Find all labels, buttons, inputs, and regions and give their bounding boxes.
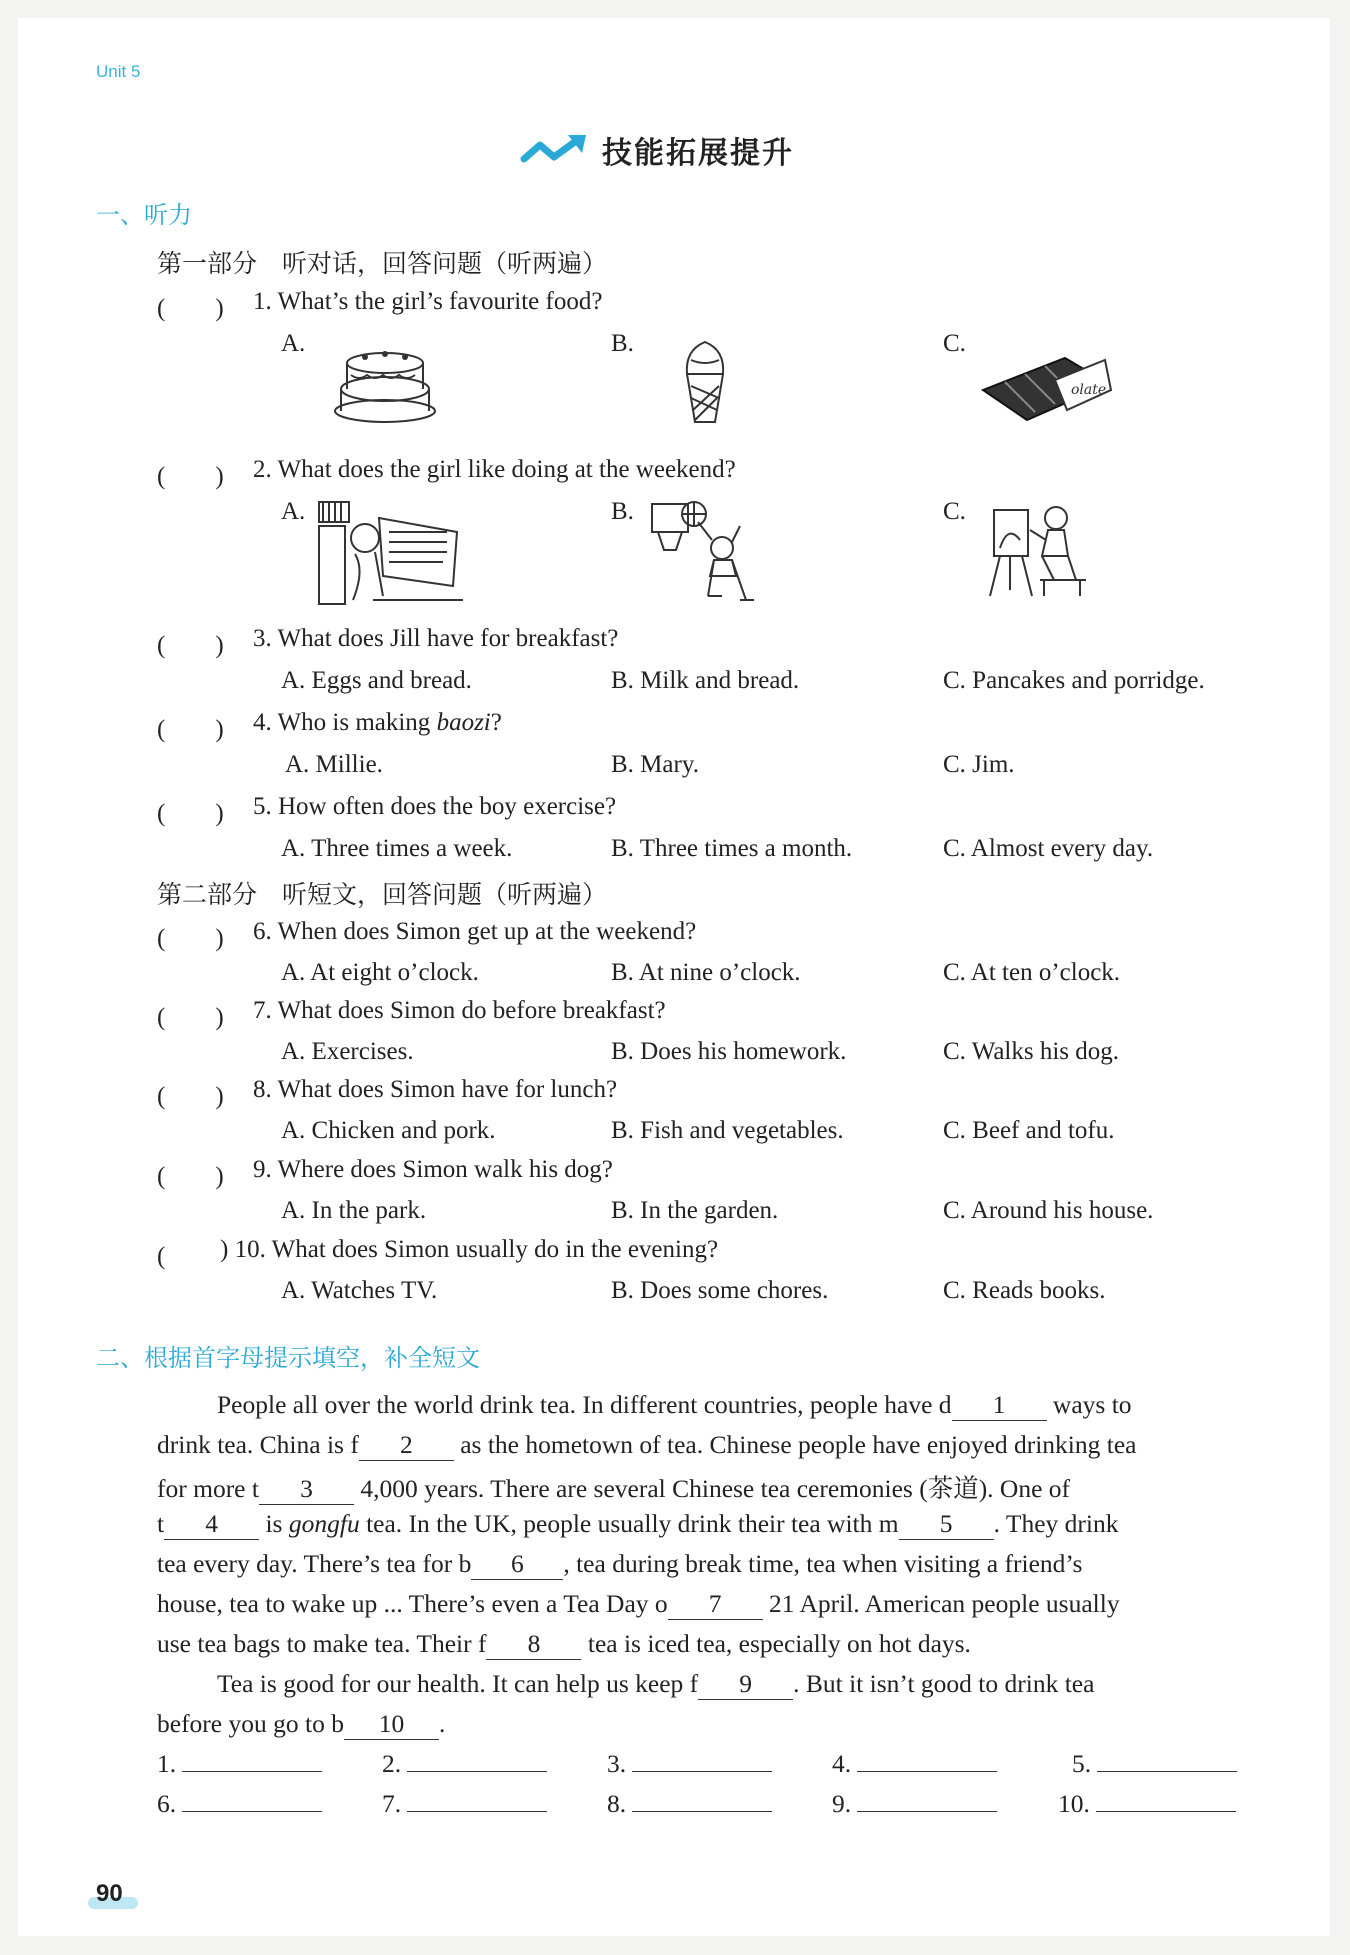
blank-4[interactable]: 4 bbox=[164, 1509, 259, 1540]
question-10: ) 10. What does Simon usually do in the evening? bbox=[220, 1236, 719, 1263]
blank-7[interactable]: 7 bbox=[668, 1589, 763, 1620]
ice-cream-icon bbox=[677, 336, 733, 426]
answer-2: 2. bbox=[382, 1749, 547, 1779]
q8-option-a: A. Chicken and pork. bbox=[281, 1117, 496, 1144]
answer-paren[interactable]: ( ) bbox=[157, 716, 224, 743]
answer-3: 3. bbox=[607, 1749, 772, 1779]
q1-option-b: B. bbox=[611, 330, 634, 357]
q2-option-a: A. bbox=[281, 498, 306, 525]
q5-option-b: B. Three times a month. bbox=[611, 835, 853, 862]
question-7: 7. What does Simon do before breakfast? bbox=[253, 997, 666, 1024]
q7-option-c: C. Walks his dog. bbox=[943, 1038, 1120, 1065]
blank-10[interactable]: 10 bbox=[344, 1709, 439, 1740]
basketball-icon bbox=[648, 496, 778, 606]
q4-option-c: C. Jim. bbox=[943, 751, 1015, 778]
passage-line-9: before you go to b 10 . bbox=[157, 1709, 446, 1738]
reading-newspaper-icon bbox=[313, 496, 473, 606]
q7-option-a: A. Exercises. bbox=[281, 1038, 414, 1065]
question-3: 3. What does Jill have for breakfast? bbox=[253, 625, 619, 652]
unit-label: Unit 5 bbox=[96, 62, 141, 81]
section-heading-listening: 一、听力 bbox=[96, 201, 192, 229]
answer-8-line[interactable] bbox=[632, 1811, 772, 1812]
answer-4: 4. bbox=[832, 1749, 997, 1779]
question-4: 4. Who is making baozi? bbox=[253, 709, 502, 736]
blank-2[interactable]: 2 bbox=[359, 1430, 454, 1461]
q3-option-b: B. Milk and bread. bbox=[611, 667, 800, 694]
blank-1[interactable]: 1 bbox=[952, 1390, 1047, 1421]
answer-paren[interactable]: ( ) bbox=[157, 632, 224, 659]
q4-option-a: A. Millie. bbox=[285, 751, 383, 778]
answer-10: 10. bbox=[1058, 1789, 1236, 1819]
q2-option-b: B. bbox=[611, 498, 634, 525]
answer-8: 8. bbox=[607, 1789, 772, 1819]
q10-option-c: C. Reads books. bbox=[943, 1277, 1106, 1304]
answer-paren[interactable]: ( ) bbox=[157, 463, 224, 490]
blank-8[interactable]: 8 bbox=[486, 1629, 581, 1660]
answer-paren[interactable]: ( ) bbox=[157, 925, 224, 952]
question-1: 1. What’s the girl’s favourite food? bbox=[253, 288, 603, 315]
q1-option-a: A. bbox=[281, 330, 306, 357]
answer-9-line[interactable] bbox=[857, 1811, 997, 1812]
passage-line-4: t 4 is gongfu tea. In the UK, people usually drink their tea with m 5 . They drink bbox=[157, 1509, 1119, 1538]
answer-paren[interactable]: ( ) bbox=[157, 800, 224, 827]
q3-option-c: C. Pancakes and porridge. bbox=[943, 667, 1205, 694]
part1-heading: 第一部分 听对话，回答问题（听两遍） bbox=[157, 251, 608, 278]
q10-option-b: B. Does some chores. bbox=[611, 1277, 829, 1304]
q9-option-a: A. In the park. bbox=[281, 1197, 427, 1224]
answer-4-line[interactable] bbox=[857, 1771, 997, 1772]
painting-icon bbox=[980, 500, 1090, 600]
answer-7: 7. bbox=[382, 1789, 547, 1819]
q8-option-b: B. Fish and vegetables. bbox=[611, 1117, 844, 1144]
answer-10-line[interactable] bbox=[1096, 1811, 1236, 1812]
passage-line-7: use tea bags to make tea. Their f 8 tea is iced tea, especially on hot days. bbox=[157, 1629, 971, 1658]
answer-6: 6. bbox=[157, 1789, 322, 1819]
q6-option-a: A. At eight o’clock. bbox=[281, 959, 479, 986]
title-block bbox=[520, 128, 794, 172]
answer-2-line[interactable] bbox=[407, 1771, 547, 1772]
passage-line-2: drink tea. China is f 2 as the hometown of tea. Chinese people have enjoyed drinking tea bbox=[157, 1430, 1137, 1459]
question-9: 9. Where does Simon walk his dog? bbox=[253, 1156, 613, 1183]
q3-option-a: A. Eggs and bread. bbox=[281, 667, 472, 694]
passage-line-5: tea every day. There’s tea for b 6 , tea during break time, tea when visiting a friend’s bbox=[157, 1549, 1083, 1578]
q5-option-c: C. Almost every day. bbox=[943, 835, 1154, 862]
passage-line-3: for more t 3 4,000 years. There are several Chinese tea ceremonies (茶道). One of bbox=[157, 1474, 1071, 1503]
q7-option-b: B. Does his homework. bbox=[611, 1038, 847, 1065]
answer-paren[interactable]: ( ) bbox=[157, 1083, 224, 1110]
answer-paren[interactable]: ( bbox=[157, 1243, 216, 1270]
page-title: 技能拓展提升 bbox=[602, 136, 794, 171]
answer-9: 9. bbox=[832, 1789, 997, 1819]
q9-option-b: B. In the garden. bbox=[611, 1197, 779, 1224]
question-8: 8. What does Simon have for lunch? bbox=[253, 1076, 618, 1103]
chocolate-bar-icon bbox=[975, 350, 1115, 430]
answer-1-line[interactable] bbox=[182, 1771, 322, 1772]
passage-line-8: Tea is good for our health. It can help us keep f 9 . But it isn’t good to drink tea bbox=[217, 1669, 1095, 1698]
q4-option-b: B. Mary. bbox=[611, 751, 699, 778]
section-heading-cloze: 二、根据首字母提示填空，补全短文 bbox=[96, 1344, 480, 1372]
q2-option-c: C. bbox=[943, 498, 966, 525]
answer-7-line[interactable] bbox=[407, 1811, 547, 1812]
page-number: 90 bbox=[96, 1880, 123, 1907]
q5-option-a: A. Three times a week. bbox=[281, 835, 513, 862]
question-2: 2. What does the girl like doing at the weekend? bbox=[253, 456, 736, 483]
svg-text:olate: olate bbox=[1071, 382, 1107, 398]
answer-paren[interactable]: ( ) bbox=[157, 295, 224, 322]
answer-5: 5. bbox=[1072, 1749, 1237, 1779]
q8-option-c: C. Beef and tofu. bbox=[943, 1117, 1115, 1144]
trend-arrow-icon bbox=[520, 133, 588, 167]
answer-6-line[interactable] bbox=[182, 1811, 322, 1812]
answer-3-line[interactable] bbox=[632, 1771, 772, 1772]
q6-option-c: C. At ten o’clock. bbox=[943, 959, 1121, 986]
answer-paren[interactable]: ( ) bbox=[157, 1163, 224, 1190]
q6-option-b: B. At nine o’clock. bbox=[611, 959, 801, 986]
blank-5[interactable]: 5 bbox=[899, 1509, 994, 1540]
answer-paren[interactable]: ( ) bbox=[157, 1004, 224, 1031]
answer-5-line[interactable] bbox=[1097, 1771, 1237, 1772]
blank-9[interactable]: 9 bbox=[698, 1669, 793, 1700]
q10-option-a: A. Watches TV. bbox=[281, 1277, 438, 1304]
blank-6[interactable]: 6 bbox=[471, 1549, 563, 1580]
q9-option-c: C. Around his house. bbox=[943, 1197, 1154, 1224]
part2-heading: 第二部分 听短文，回答问题（听两遍） bbox=[157, 882, 608, 909]
question-5: 5. How often does the boy exercise? bbox=[253, 793, 617, 820]
q1-option-c: C. bbox=[943, 330, 966, 357]
answer-1: 1. bbox=[157, 1749, 322, 1779]
blank-3[interactable]: 3 bbox=[259, 1474, 354, 1505]
cake-icon bbox=[325, 345, 445, 425]
passage-line-6: house, tea to wake up ... There’s even a Tea Day o 7 21 April. American people usually bbox=[157, 1589, 1120, 1618]
question-6: 6. When does Simon get up at the weekend? bbox=[253, 918, 697, 945]
passage-line-1: People all over the world drink tea. In different countries, people have d 1 ways to bbox=[217, 1390, 1132, 1419]
